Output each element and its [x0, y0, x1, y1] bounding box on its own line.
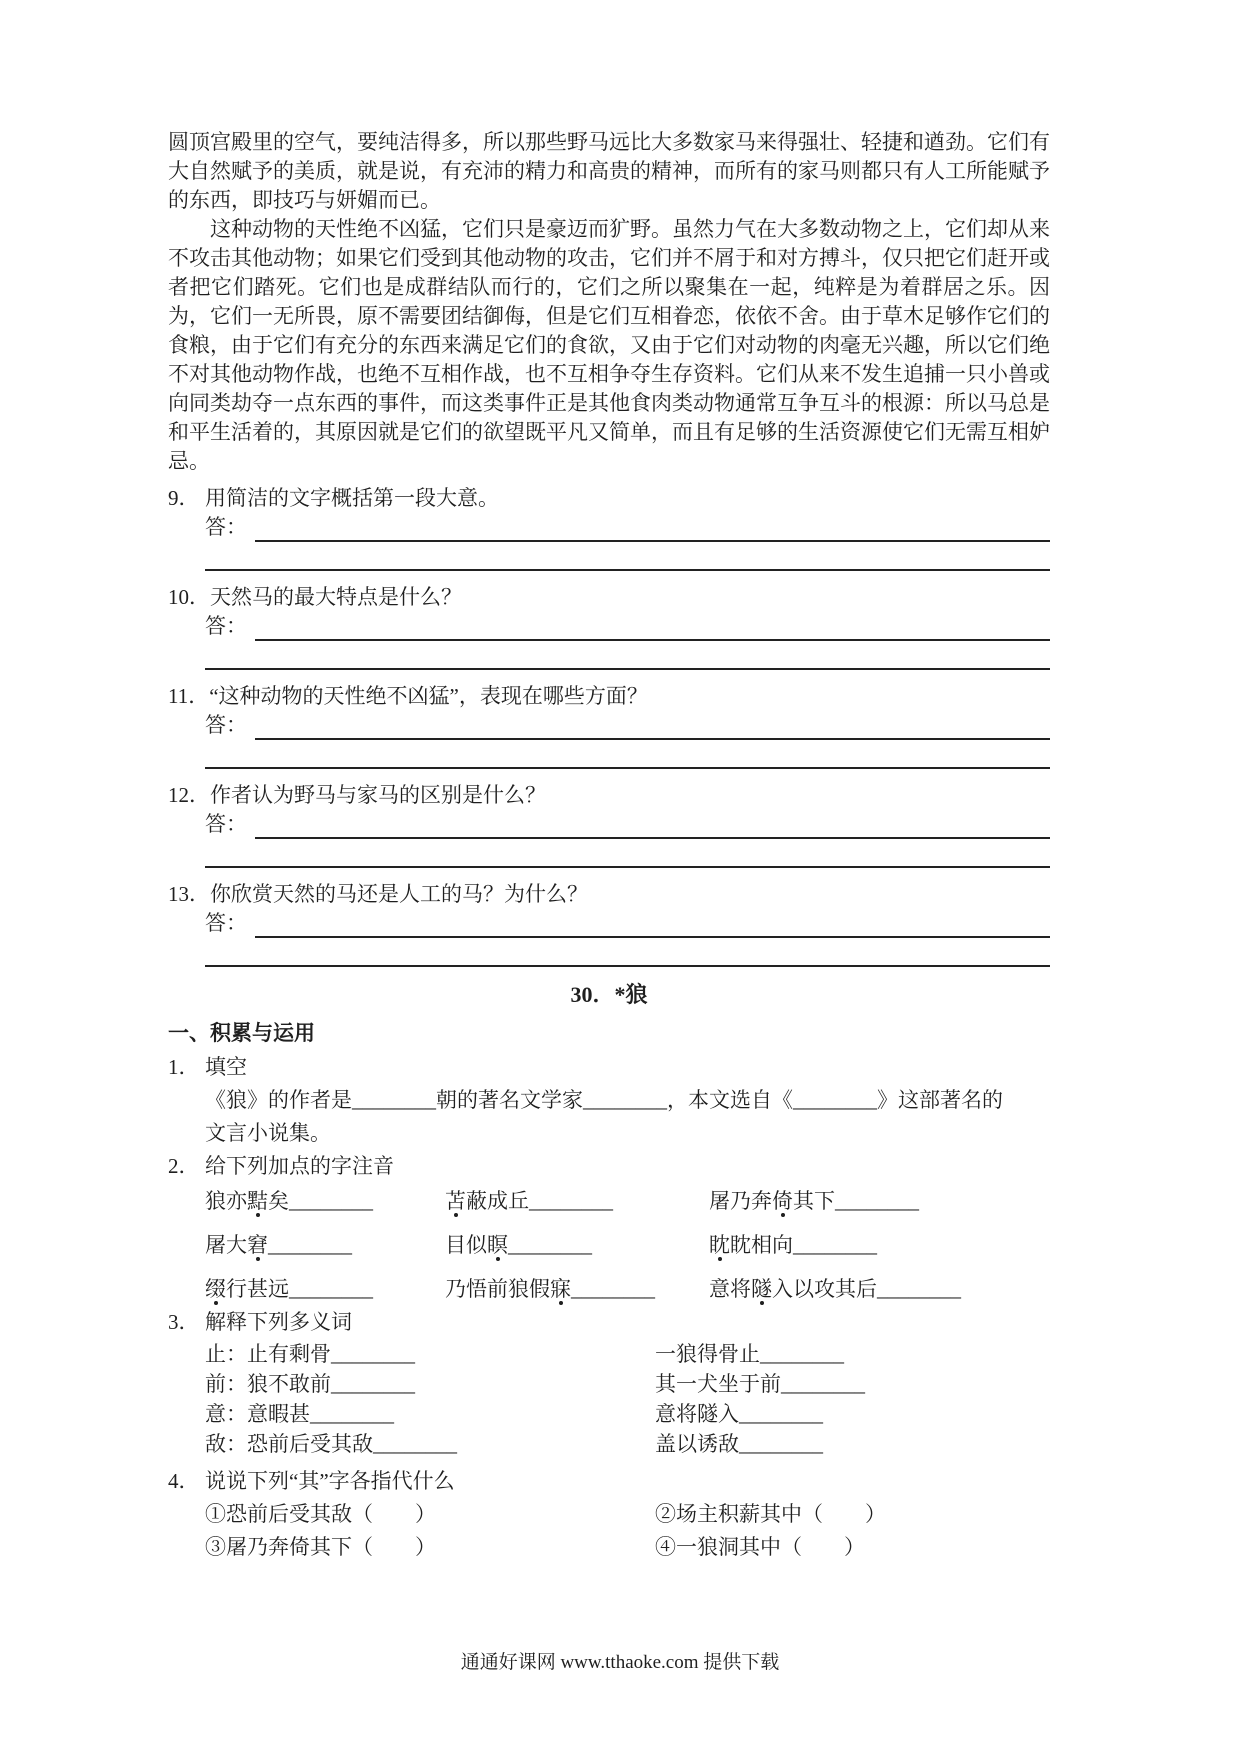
answer-label: 答：	[205, 812, 247, 836]
answer-continuation-line	[205, 740, 1050, 769]
dotted-char: 窘	[247, 1233, 268, 1257]
question-label: 用简洁的文字概括第一段大意。	[205, 486, 499, 510]
dotted-char: 眈	[709, 1233, 730, 1257]
question-number: 11．	[168, 684, 210, 708]
exercise-2-title	[168, 1150, 1050, 1183]
reading-passage	[168, 128, 1050, 476]
exercise-label: 解释下列多义词	[205, 1310, 352, 1334]
exercise-4-title	[168, 1465, 1050, 1498]
question-number: 13．	[168, 882, 210, 906]
question-text	[168, 682, 1050, 711]
exercise-1-title	[168, 1051, 1050, 1084]
answer-row	[205, 810, 1050, 839]
question-text	[168, 583, 1050, 612]
dotted-char: 缀	[205, 1277, 226, 1301]
passage-paragraph-1: 圆顶宫殿里的空气，要纯洁得多，所以那些野马远比大多数家马来得强壮、轻捷和遒劲。它们有大自然赋予的美质，就是说，有充沛的精力和高贵的精神，而所有的家马则都只有人工所能赋予的东西，即技巧与妍媚而已。	[168, 130, 1050, 212]
answer-row	[205, 909, 1050, 938]
exercise-1	[168, 1051, 1050, 1150]
exercise-3	[168, 1306, 1050, 1459]
qi-reference-item: ③屠乃奔倚其下（ ）	[205, 1535, 436, 1559]
pinyin-item: 狼亦黠矣________	[205, 1189, 373, 1213]
question-label: 天然马的最大特点是什么？	[210, 585, 462, 609]
question-label: 作者认为野马与家马的区别是什么？	[210, 783, 546, 807]
question-number: 12．	[168, 783, 210, 807]
question-number: 10．	[168, 585, 210, 609]
polysemy-item: 止：止有剩骨________	[205, 1342, 415, 1366]
pinyin-item: 意将隧入以攻其后________	[709, 1277, 961, 1301]
pinyin-item: 缀行甚远________	[205, 1277, 373, 1301]
pinyin-item: 屠乃奔倚其下________	[709, 1189, 919, 1213]
dotted-char: 瞑	[487, 1233, 508, 1257]
lesson-30-section	[168, 979, 1050, 1564]
answer-label: 答：	[205, 515, 247, 539]
qi-reference-item: ④一狼洞其中（ ）	[655, 1535, 865, 1559]
pinyin-item: 眈眈相向________	[709, 1233, 877, 1257]
exercise-label: 给下列加点的字注音	[205, 1154, 394, 1178]
answer-row	[205, 513, 1050, 542]
exercise-number: 2．	[168, 1154, 200, 1178]
qi-reference-item: ②场主积薪其中（ ）	[655, 1502, 886, 1526]
question-text	[168, 781, 1050, 810]
pinyin-items-grid	[205, 1185, 1050, 1306]
qi-reference-grid	[205, 1498, 1050, 1564]
question-text	[168, 484, 1050, 513]
polysemy-item: 一狼得骨止________	[655, 1342, 844, 1366]
answer-blank-line	[255, 810, 1050, 839]
pinyin-item: 屠大窘________	[205, 1233, 352, 1257]
answer-row	[205, 711, 1050, 740]
polysemy-item: 盖以诱敌________	[655, 1432, 823, 1456]
answer-continuation-line	[205, 641, 1050, 670]
section-heading: 一、积累与运用	[168, 1021, 315, 1045]
dotted-char: 倚	[772, 1189, 793, 1213]
exercise-number: 4．	[168, 1469, 200, 1493]
footer-watermark: 通通好课网 www.tthaoke.com 提供下载	[460, 1652, 780, 1673]
answer-blank-line	[255, 513, 1050, 542]
exercise-label: 填空	[205, 1055, 247, 1079]
polysemy-grid	[205, 1339, 1050, 1459]
answer-continuation-line	[205, 938, 1050, 967]
exercise-number: 1．	[168, 1055, 200, 1079]
pinyin-item: 苫蔽成丘________	[445, 1189, 613, 1213]
exercise-4	[168, 1465, 1050, 1564]
dotted-char: 隧	[751, 1277, 772, 1301]
qi-reference-item: ①恐前后受其敌（ ）	[205, 1502, 436, 1526]
reading-question-10	[168, 583, 1050, 670]
dotted-char: 黠	[247, 1189, 268, 1213]
answer-blank-line	[255, 909, 1050, 938]
answer-blank-line	[255, 612, 1050, 641]
polysemy-item: 意将隧入________	[655, 1402, 823, 1426]
exercise-3-title	[168, 1306, 1050, 1339]
pinyin-item: 乃悟前狼假寐________	[445, 1277, 655, 1301]
question-label: “这种动物的天性绝不凶猛”，表现在哪些方面？	[209, 684, 648, 708]
answer-label: 答：	[205, 713, 247, 737]
passage-paragraph-2: 这种动物的天性绝不凶猛，它们只是豪迈而犷野。虽然力气在大多数动物之上，它们却从来不攻击其他动物；如果它们受到其他动物的攻击，它们并不屑于和对方搏斗，仅只把它们赶开或者把它们踏死。它们也是成群结队而行的，它们之所以聚集在一起，纯粹是为着群居之乐。因为，它们一无所畏，原不需要团结御侮，但是它们互相眷恋，依依不舍。由于草木足够作它们的食粮，由于它们有充分的东西来满足它们的食欲，又由于它们对动物的肉毫无兴趣，所以它们绝不对其他动物作战，也绝不互相作战，也不互相争夺生存资料。它们从来不发生追捕一只小兽或向同类劫夺一点东西的事件，而这类事件正是其他食肉类动物通常互争互斗的根源：所以马总是和平生活着的，其原因就是它们的欲望既平凡又简单，而且有足够的生活资源使它们无需互相妒忌。	[168, 217, 1050, 473]
answer-label: 答：	[205, 614, 247, 638]
polysemy-item: 前：狼不敢前________	[205, 1372, 415, 1396]
polysemy-item: 其一犬坐于前________	[655, 1372, 865, 1396]
question-number: 9．	[168, 486, 200, 510]
answer-label: 答：	[205, 911, 247, 935]
page-content	[168, 128, 1050, 1564]
answer-row	[205, 612, 1050, 641]
polysemy-item: 敌：恐前后受其敌________	[205, 1432, 457, 1456]
exercise-label: 说说下列“其”字各指代什么	[205, 1469, 455, 1493]
question-label: 你欣赏天然的马还是人工的马？为什么？	[210, 882, 588, 906]
polysemy-item: 意：意暇甚________	[205, 1402, 394, 1426]
dotted-char: 苫	[445, 1189, 466, 1213]
exercise-number: 3．	[168, 1310, 200, 1334]
reading-question-13	[168, 880, 1050, 967]
lesson-title: 30．*狼	[570, 982, 648, 1007]
answer-continuation-line	[205, 839, 1050, 868]
exercise-1-line-2: 文言小说集。	[205, 1121, 331, 1145]
answer-blank-line	[255, 711, 1050, 740]
answer-continuation-line	[205, 542, 1050, 571]
reading-question-9	[168, 484, 1050, 571]
exercise-2	[168, 1150, 1050, 1306]
reading-question-12	[168, 781, 1050, 868]
exercise-1-line-1: 《狼》的作者是________朝的著名文学家________，本文选自《________》这部著名的	[205, 1088, 1003, 1112]
dotted-char: 寐	[550, 1277, 571, 1301]
pinyin-item: 目似瞑________	[445, 1233, 592, 1257]
question-text	[168, 880, 1050, 909]
reading-question-11	[168, 682, 1050, 769]
